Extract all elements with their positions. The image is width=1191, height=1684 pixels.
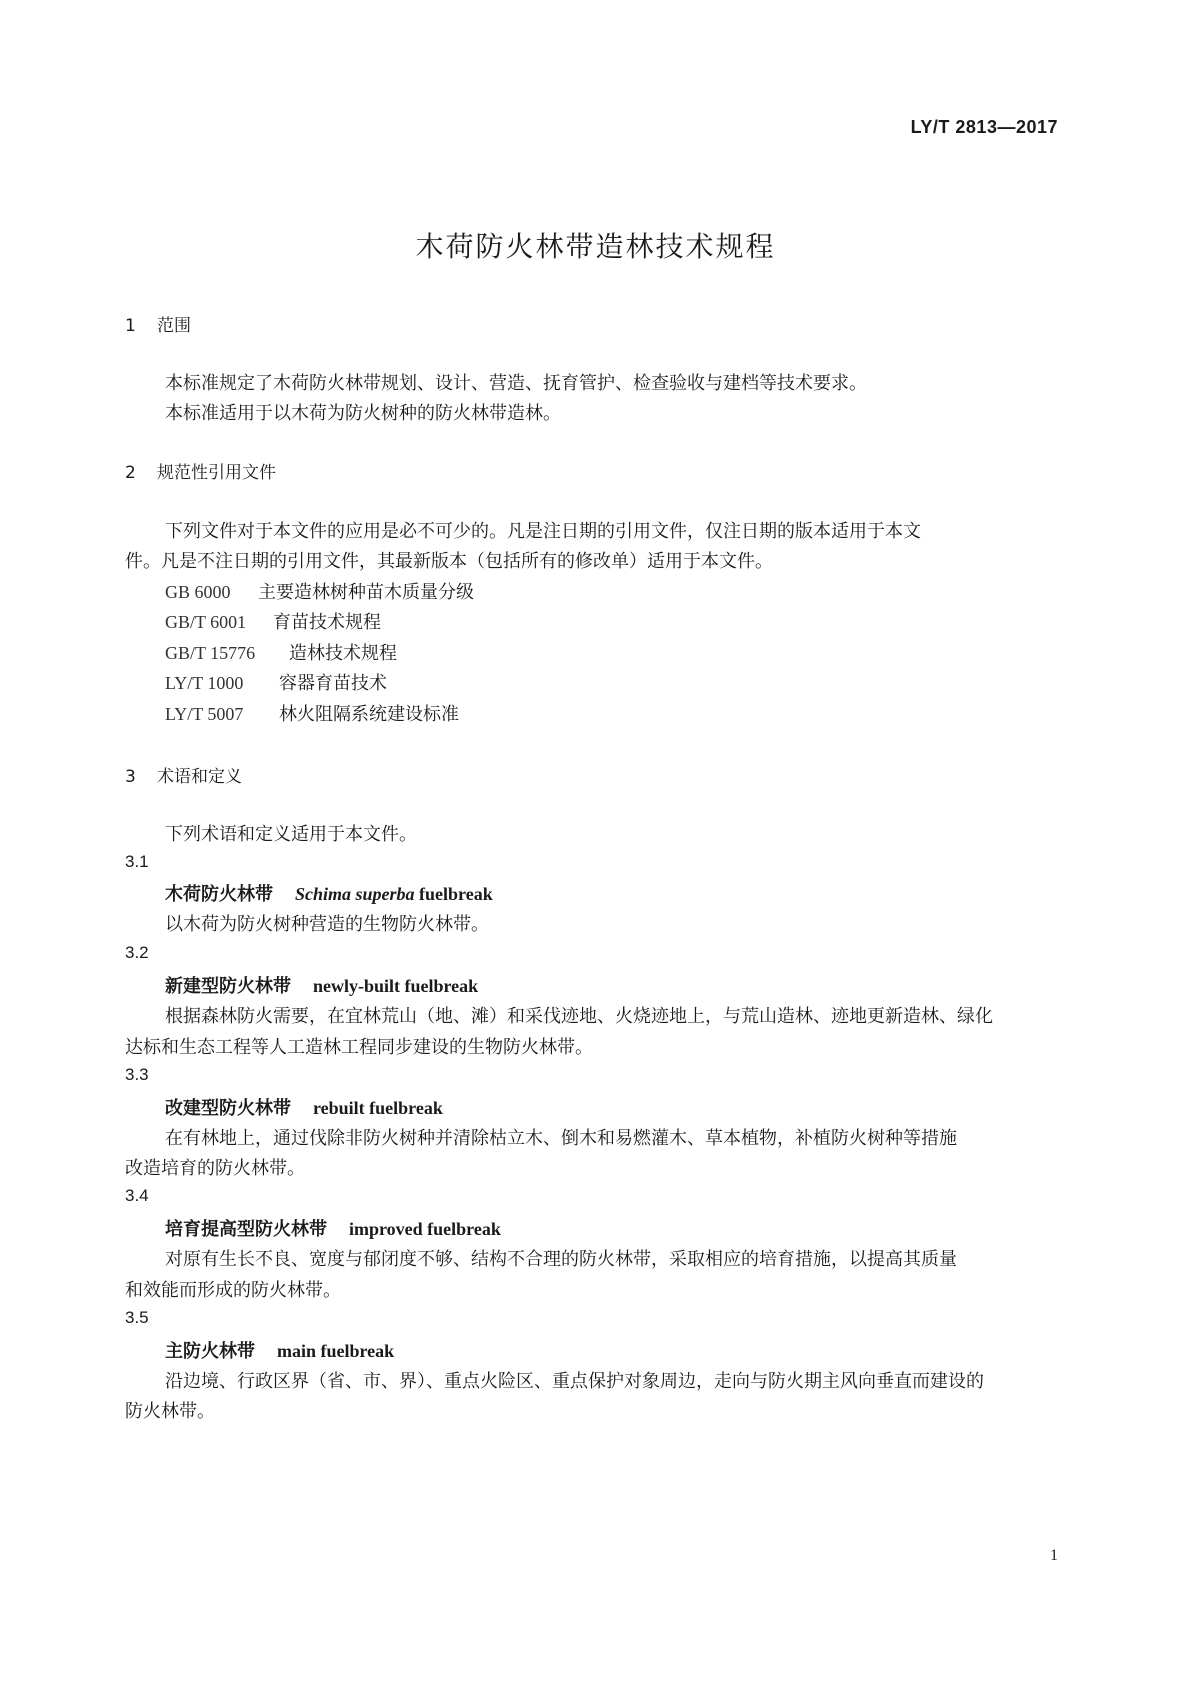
- term-definition: 沿边境、行政区界（省、市、界）、重点火险区、重点保护对象周边，走向与防火期主风向垂直而建设的: [165, 1371, 984, 1392]
- reference-code: GB/T 6001: [165, 612, 247, 632]
- term-english-text: fuelbreak: [419, 884, 493, 904]
- term-chinese: 木荷防火林带: [165, 884, 273, 905]
- reference-title: 容器育苗技术: [279, 673, 387, 694]
- term-english-italic: Schima superba: [295, 884, 415, 904]
- term-heading: [165, 1337, 394, 1363]
- reference-code: LY/T 5007: [165, 704, 244, 724]
- reference-item: [165, 639, 397, 665]
- section-title: 范围: [157, 316, 191, 336]
- reference-title: 主要造林树种苗木质量分级: [258, 582, 474, 603]
- term-definition: 达标和生态工程等人工造林工程同步建设的生物防火林带。: [125, 1037, 593, 1058]
- paragraph: 下列术语和定义适用于本文件。: [165, 824, 417, 845]
- term-english-text: main fuelbreak: [277, 1341, 395, 1361]
- reference-code: GB/T 15776: [165, 643, 256, 663]
- paragraph: 下列文件对于本文件的应用是必不可少的。凡是注日期的引用文件，仅注日期的版本适用于本文: [165, 521, 921, 542]
- term-definition: 防火林带。: [125, 1401, 215, 1422]
- term-number: 3.1: [125, 852, 149, 871]
- term-definition: 根据森林防火需要，在宜林荒山（地、滩）和采伐迹地、火烧迹地上，与荒山造林、迹地更新造林、绿化: [165, 1006, 993, 1027]
- term-chinese: 新建型防火林带: [165, 976, 291, 997]
- page-title: 木荷防火林带造林技术规程: [415, 230, 776, 263]
- section-title: 规范性引用文件: [157, 463, 276, 483]
- paragraph: 件。凡是不注日期的引用文件，其最新版本（包括所有的修改单）适用于本文件。: [125, 551, 773, 572]
- reference-item: [165, 578, 474, 604]
- reference-title: 造林技术规程: [289, 643, 397, 664]
- section-2-heading: [125, 458, 276, 483]
- term-english-text: newly-built fuelbreak: [313, 976, 479, 996]
- term-chinese: 培育提高型防火林带: [165, 1219, 327, 1240]
- section-3-heading: [125, 762, 242, 787]
- reference-title: 林火阻隔系统建设标准: [279, 704, 459, 725]
- term-definition: 以木荷为防火树种营造的生物防火林带。: [165, 914, 489, 935]
- term-definition: 和效能而形成的防火林带。: [125, 1280, 341, 1301]
- term-english-text: rebuilt fuelbreak: [313, 1098, 443, 1118]
- term-definition: 对原有生长不良、宽度与郁闭度不够、结构不合理的防火林带，采取相应的培育措施，以提高其质量: [165, 1249, 957, 1270]
- standard-code: LY/T 2813—2017: [910, 117, 1058, 137]
- term-english: [295, 884, 493, 904]
- term-heading: [165, 972, 478, 998]
- section-1-heading: [125, 311, 191, 336]
- page-number: 1: [1050, 1547, 1058, 1564]
- section-number: 3: [125, 767, 136, 787]
- section-title: 术语和定义: [157, 767, 242, 787]
- reference-item: [165, 608, 381, 634]
- reference-code: GB 6000: [165, 582, 231, 602]
- paragraph: 本标准规定了木荷防火林带规划、设计、营造、抚育管护、检查验收与建档等技术要求。: [165, 373, 867, 394]
- reference-item: [165, 669, 387, 695]
- term-number: 3.3: [125, 1065, 149, 1084]
- term-definition: 在有林地上，通过伐除非防火树种并清除枯立木、倒木和易燃灌木、草本植物，补植防火树种等措施: [165, 1128, 957, 1149]
- term-heading: [165, 1094, 443, 1120]
- section-number: 1: [125, 316, 136, 336]
- term-number: 3.5: [125, 1308, 149, 1327]
- term-english-text: improved fuelbreak: [349, 1219, 501, 1239]
- term-number: 3.2: [125, 943, 149, 962]
- section-number: 2: [125, 463, 136, 483]
- term-definition: 改造培育的防火林带。: [125, 1158, 305, 1179]
- reference-code: LY/T 1000: [165, 673, 244, 693]
- reference-item: [165, 700, 459, 726]
- term-heading: [165, 880, 493, 906]
- term-heading: [165, 1215, 501, 1241]
- paragraph: 本标准适用于以木荷为防火树种的防火林带造林。: [165, 403, 561, 424]
- reference-title: 育苗技术规程: [273, 612, 381, 633]
- term-number: 3.4: [125, 1186, 149, 1205]
- term-chinese: 改建型防火林带: [165, 1098, 291, 1119]
- term-chinese: 主防火林带: [165, 1341, 255, 1362]
